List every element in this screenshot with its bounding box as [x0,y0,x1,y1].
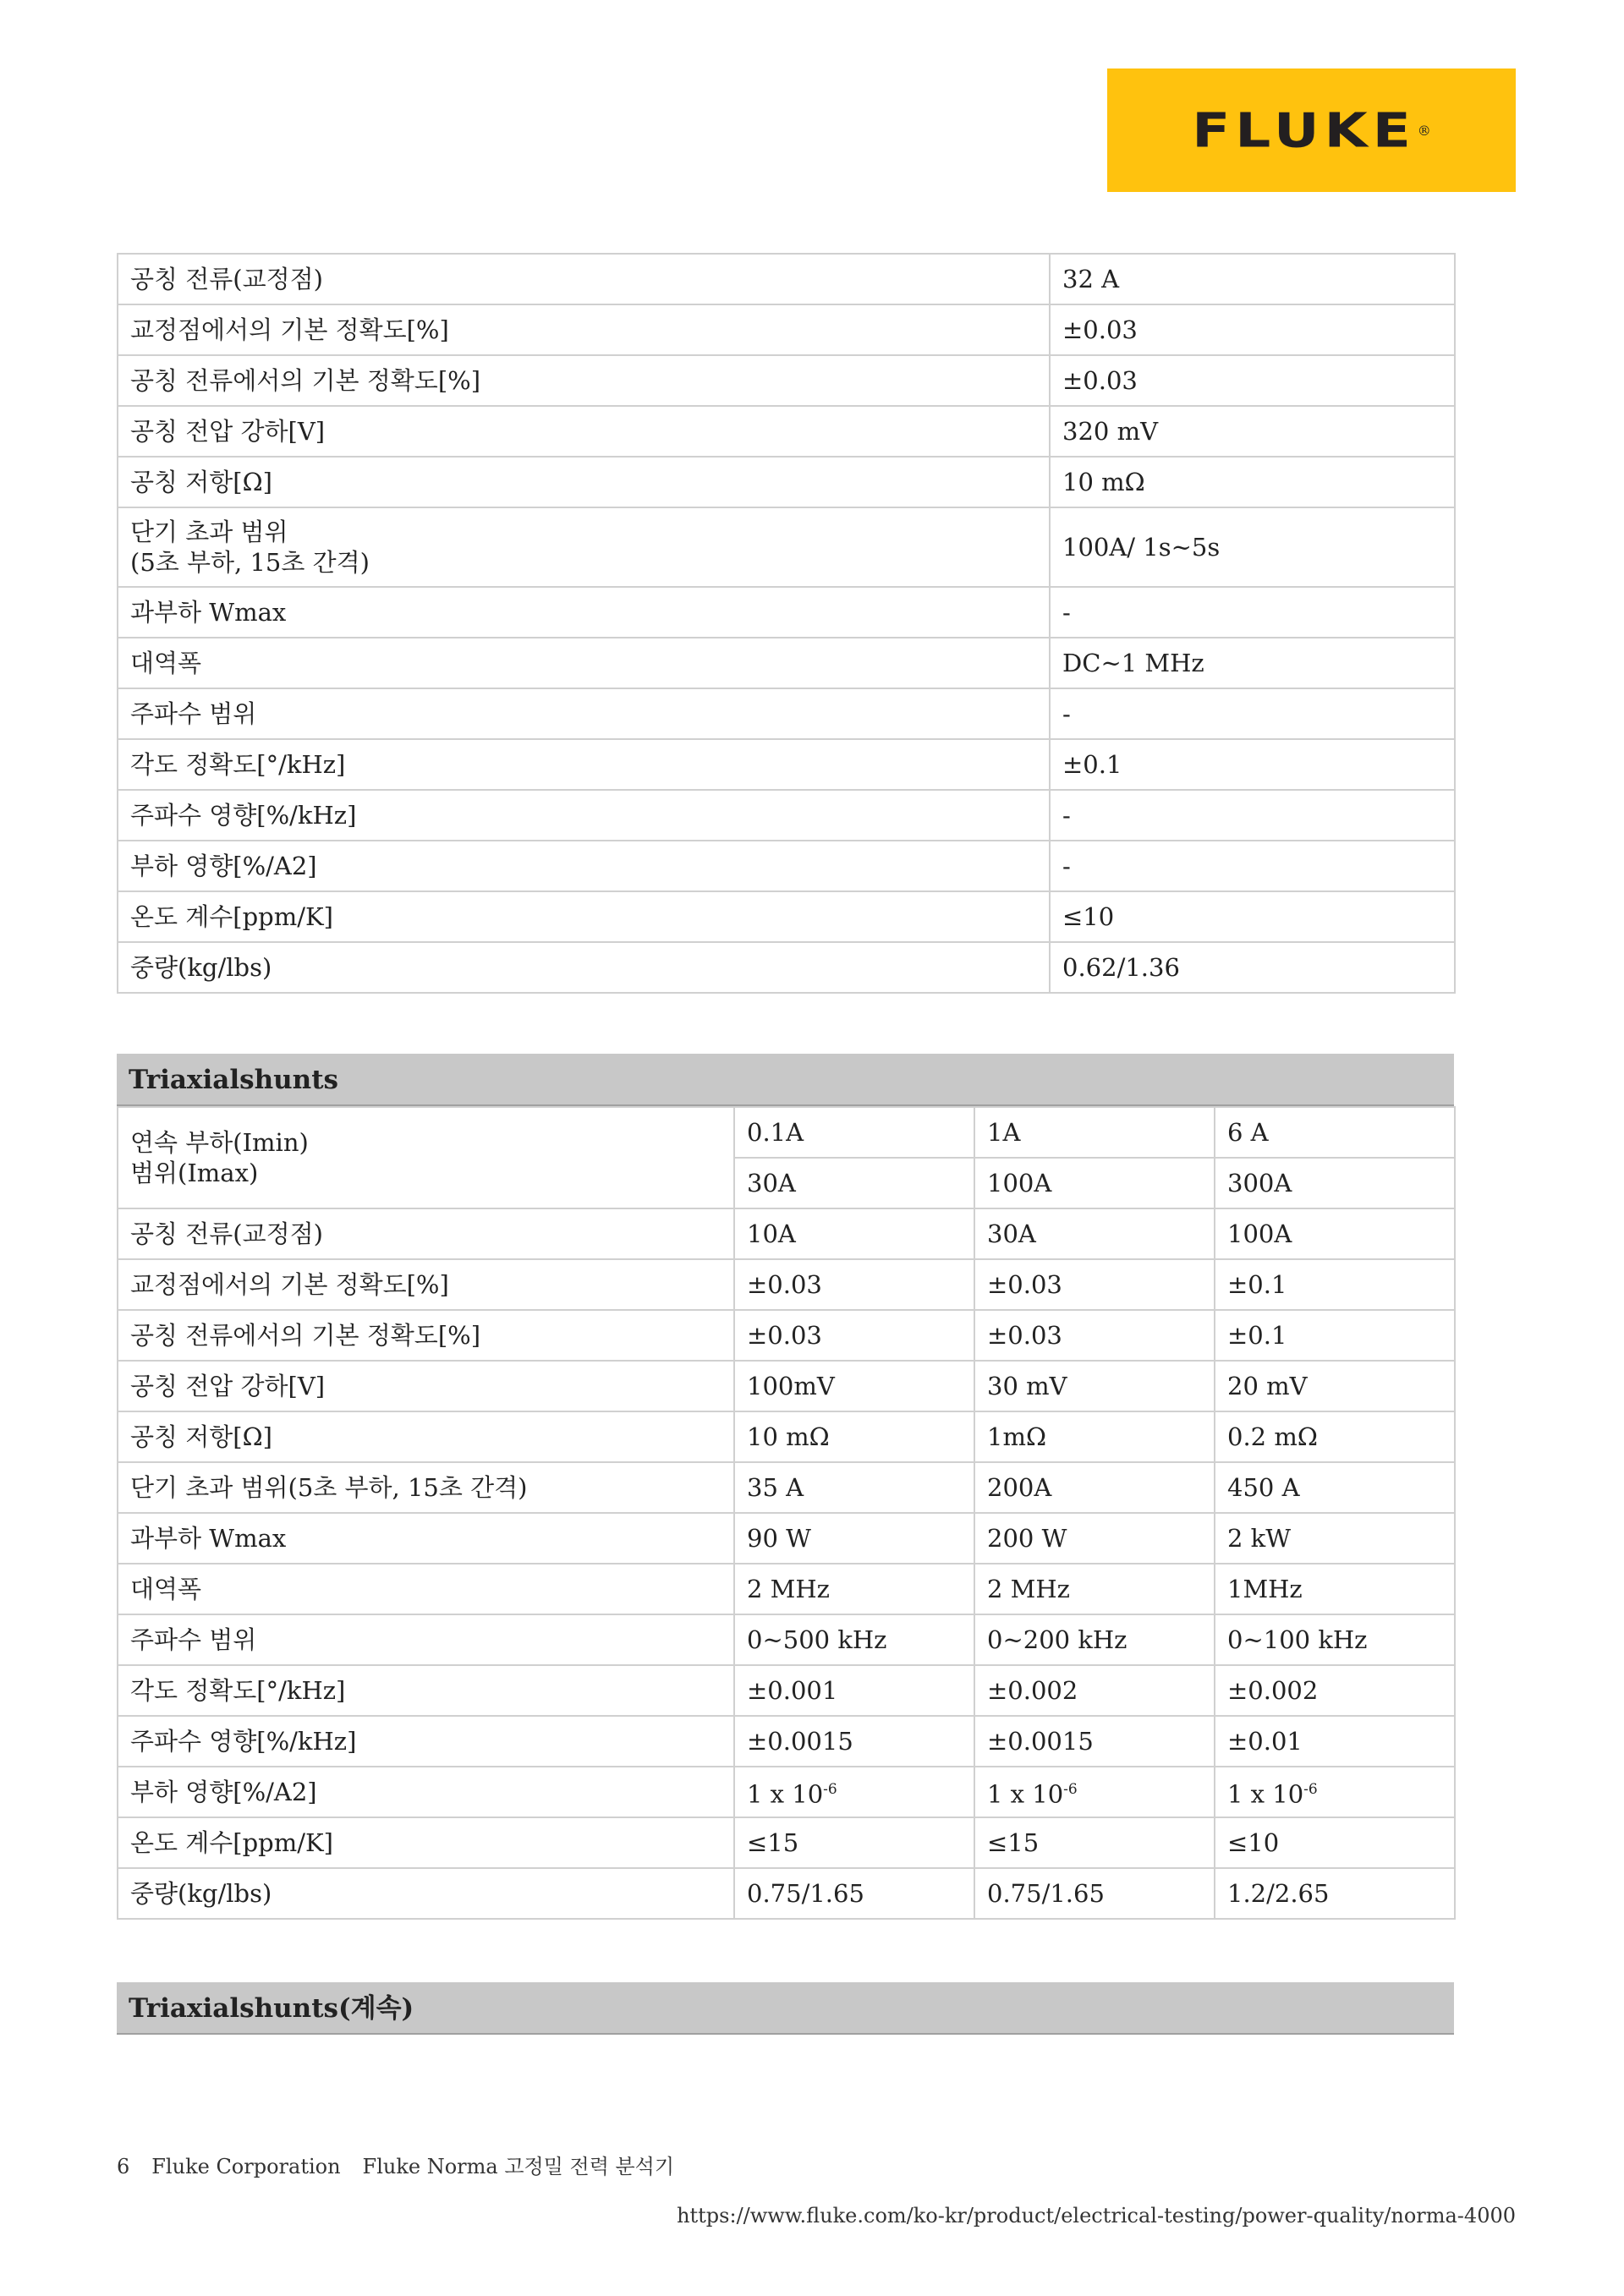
table-row [118,1361,1455,1411]
spec-label: 대역폭 [118,638,1050,688]
table-row [118,1513,1455,1564]
spec-value: ≤15 [974,1817,1215,1868]
logo-text: FLUKE [1192,102,1416,158]
fluke-logo [1107,68,1516,192]
table-row [118,1767,1455,1817]
table-row [118,1817,1455,1868]
spec-table-triaxial-shunts [117,1106,1456,1920]
spec-value: 2 MHz [974,1564,1215,1614]
table-row [118,891,1455,942]
table-row [118,355,1455,406]
spec-label: 주파수 영향[%/kHz] [118,1716,734,1767]
spec-label: 공칭 저항[Ω] [118,457,1050,507]
spec-value: 1.2/2.65 [1215,1868,1455,1919]
value-exponent: -6 [823,1781,837,1799]
spec-value [734,1767,974,1817]
spec-value: - [1050,790,1455,841]
table-row [118,1107,1455,1158]
table-row [118,1310,1455,1361]
spec-value: ±0.03 [734,1259,974,1310]
spec-value: 0~500 kHz [734,1614,974,1665]
spec-label: 공칭 전류(교정점) [118,254,1050,304]
spec-value: ±0.01 [1215,1716,1455,1767]
spec-value: 32 A [1050,254,1455,304]
spec-value: ±0.1 [1050,739,1455,790]
spec-value: 20 mV [1215,1361,1455,1411]
value-mantissa: 1 x 10 [987,1779,1064,1809]
spec-value: 200 W [974,1513,1215,1564]
spec-value: 200A [974,1462,1215,1513]
spec-value: ±0.03 [1050,355,1455,406]
spec-value: ±0.03 [734,1310,974,1361]
spec-value: 35 A [734,1462,974,1513]
spec-label: 교정점에서의 기본 정확도[%] [118,1259,734,1310]
table-row [118,1208,1455,1259]
spec-value: 2 kW [1215,1513,1455,1564]
spec-label: 단기 초과 범위(5초 부하, 15초 간격) [118,1462,734,1513]
spec-value [974,1767,1215,1817]
table-row [118,688,1455,739]
spec-label: 온도 계수[ppm/K] [118,1817,734,1868]
spec-value: ±0.0015 [974,1716,1215,1767]
spec-label: 과부하 Wmax [118,1513,734,1564]
spec-value: ±0.002 [1215,1665,1455,1716]
registered-mark-icon: ® [1417,122,1431,139]
spec-value: 10A [734,1208,974,1259]
spec-label: 공칭 전류에서의 기본 정확도[%] [118,1310,734,1361]
spec-value: 0.75/1.65 [734,1868,974,1919]
spec-value: 100A [1215,1208,1455,1259]
spec-value: ±0.1 [1215,1310,1455,1361]
page-footer [117,2150,696,2179]
spec-label-line2: (5초 부하, 15초 간격) [130,548,370,577]
page-number: 6 [117,2155,130,2178]
table-row [118,1614,1455,1665]
imin-value: 6 A [1215,1107,1455,1158]
spec-value: 450 A [1215,1462,1455,1513]
section-heading: Triaxialshunts(계속) [117,1982,1454,2035]
spec-label: 공칭 전류(교정점) [118,1208,734,1259]
table-row [118,841,1455,891]
table-row [118,1564,1455,1614]
value-mantissa: 1 x 10 [1227,1779,1304,1809]
spec-value: ≤10 [1050,891,1455,942]
table-row [118,254,1455,304]
value-exponent: -6 [1063,1781,1078,1799]
table-row [118,457,1455,507]
spec-value: 0.75/1.65 [974,1868,1215,1919]
spec-value: 30 mV [974,1361,1215,1411]
section-heading: Triaxialshunts [117,1054,1454,1106]
spec-value: ±0.03 [974,1310,1215,1361]
spec-value: ±0.03 [974,1259,1215,1310]
table-row [118,1411,1455,1462]
spec-value: 10 mΩ [734,1411,974,1462]
imin-value: 1A [974,1107,1215,1158]
spec-label-line1: 단기 초과 범위 [130,518,288,546]
spec-value: ±0.001 [734,1665,974,1716]
spec-value: - [1050,587,1455,638]
footer-company: Fluke Corporation [151,2155,341,2178]
imin-value: 0.1A [734,1107,974,1158]
spec-label: 대역폭 [118,1564,734,1614]
spec-label: 중량(kg/lbs) [118,1868,734,1919]
spec-label: 주파수 영향[%/kHz] [118,790,1050,841]
spec-label: 공칭 저항[Ω] [118,1411,734,1462]
value-mantissa: 1 x 10 [747,1779,824,1809]
spec-value: 30A [974,1208,1215,1259]
range-label-line2: 범위(Imax) [130,1159,259,1187]
spec-value: 1MHz [1215,1564,1455,1614]
footer-doc-title: Fluke Norma 고정밀 전력 분석기 [362,2155,675,2178]
spec-value: ≤10 [1215,1817,1455,1868]
spec-value: ≤15 [734,1817,974,1868]
spec-label: 공칭 전압 강하[V] [118,406,1050,457]
spec-label: 과부하 Wmax [118,587,1050,638]
spec-label: 교정점에서의 기본 정확도[%] [118,304,1050,355]
value-exponent: -6 [1303,1781,1318,1799]
spec-value: 1mΩ [974,1411,1215,1462]
table-row [118,1665,1455,1716]
spec-value: ±0.0015 [734,1716,974,1767]
spec-value: - [1050,688,1455,739]
spec-table-single-shunt [117,253,1456,994]
spec-value: 0.2 mΩ [1215,1411,1455,1462]
table-row [118,1259,1455,1310]
spec-value [1215,1767,1455,1817]
spec-label: 주파수 범위 [118,1614,734,1665]
spec-value: 100mV [734,1361,974,1411]
table-row [118,406,1455,457]
imax-value: 30A [734,1158,974,1208]
imax-value: 300A [1215,1158,1455,1208]
range-label-line1: 연속 부하(Imin) [130,1128,309,1157]
spec-value: 0~100 kHz [1215,1614,1455,1665]
spec-label: 공칭 전류에서의 기본 정확도[%] [118,355,1050,406]
footer-url: https://www.fluke.com/ko-kr/product/electrical-testing/power-quality/norma-4000 [677,2204,1516,2228]
spec-value: ±0.03 [1050,304,1455,355]
range-label [118,1107,734,1208]
spec-label: 각도 정확도[°/kHz] [118,739,1050,790]
spec-value: 0~200 kHz [974,1614,1215,1665]
spec-value: ±0.1 [1215,1259,1455,1310]
imax-value: 100A [974,1158,1215,1208]
table-row [118,1462,1455,1513]
spec-value: DC~1 MHz [1050,638,1455,688]
table-row [118,1716,1455,1767]
spec-value: 2 MHz [734,1564,974,1614]
table-row [118,304,1455,355]
table-row [118,638,1455,688]
table-row [118,587,1455,638]
table-row [118,1868,1455,1919]
spec-value: - [1050,841,1455,891]
spec-value: 90 W [734,1513,974,1564]
table-row [118,942,1455,993]
table-row [118,790,1455,841]
spec-label: 공칭 전압 강하[V] [118,1361,734,1411]
table-row [118,507,1455,587]
spec-label: 온도 계수[ppm/K] [118,891,1050,942]
spec-value: 100A/ 1s~5s [1050,507,1455,587]
table-row [118,739,1455,790]
spec-label: 주파수 범위 [118,688,1050,739]
spec-label [118,507,1050,587]
spec-label: 부하 영향[%/A2] [118,841,1050,891]
spec-value: 0.62/1.36 [1050,942,1455,993]
spec-label: 중량(kg/lbs) [118,942,1050,993]
spec-value: 320 mV [1050,406,1455,457]
spec-value: ±0.002 [974,1665,1215,1716]
spec-label: 각도 정확도[°/kHz] [118,1665,734,1716]
spec-value: 10 mΩ [1050,457,1455,507]
spec-label: 부하 영향[%/A2] [118,1767,734,1817]
